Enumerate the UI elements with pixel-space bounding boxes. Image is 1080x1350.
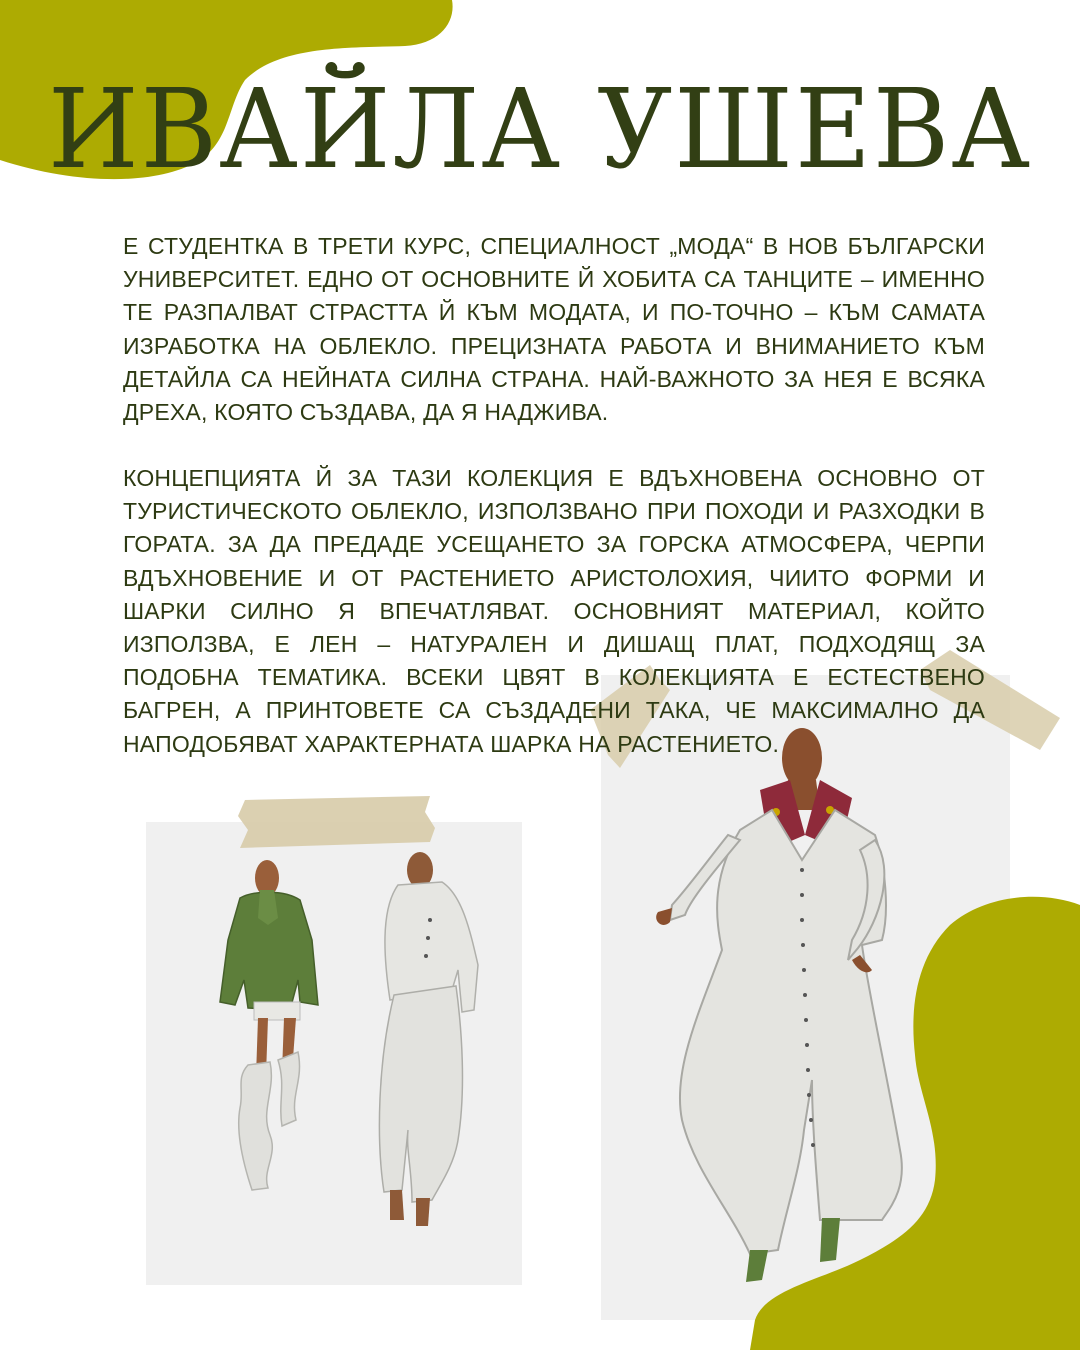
bottom-right-blob (740, 890, 1080, 1350)
page-title: ИВАЙЛА УШЕВА (47, 64, 1033, 194)
tape-left (238, 796, 435, 848)
bio-paragraph: Е СТУДЕНТКА В ТРЕТИ КУРС, СПЕЦИАЛНОСТ „МОДА“ В НОВ БЪЛГАРСКИ УНИВЕРСИТЕТ. ЕДНО ОТ ОСНОВНИТЕ Й ХОБИТА СА ТАНЦИТЕ – ИМЕННО ТЕ РАЗПАЛВАТ СТРАСТТА Й КЪМ МОДАТА, И ПО-ТОЧНО – КЪМ САМАТА ИЗРАБОТКА НА ОБЛЕКЛО. ПРЕЦИЗНАТА РАБОТА И ВНИМАНИЕТО КЪМ ДЕТАЙЛА СА НЕЙНАТА СИЛНА СТРАНА. НАЙ-ВАЖНОТО ЗА НЕЯ Е ВСЯКА ДРЕХА, КОЯТО СЪЗДАВА, ДА Я НАДЖИВА. (123, 233, 985, 426)
concept-paragraph: КОНЦЕПЦИЯТА Й ЗА ТАЗИ КОЛЕКЦИЯ Е ВДЪХНОВЕНА ОСНОВНО ОТ ТУРИСТИЧЕСКОТО ОБЛЕКЛО, ИЗПОЛЗВАНО ПРИ ПОХОДИ И РАЗХОДКИ В ГОРАТА. ЗА ДА ПРЕДАДЕ УСЕЩАНЕТО ЗА ГОРСКА АТМОСФЕРА, ЧЕРПИ ВДЪХНОВЕНИЕ И ОТ РАСТЕНИЕТО АРИСТОЛОХИЯ, ЧИИТО ФОРМИ И ШАРКИ СИЛНО Я ВПЕЧАТЛЯВАТ. ОСНОВНИЯТ МАТЕРИАЛ, КОЙТО ИЗПОЛЗВА, Е ЛЕН – НАТУРАЛЕН И ДИШАЩ ПЛАТ, ПОДХОДЯЩ ЗА ПОДОБНА ТЕМАТИКА. ВСЕКИ ЦВЯТ В КОЛЕКЦИЯТА Е ЕСТЕСТВЕНО БАГРЕН, А ПРИНТОВЕТЕ СА СЪЗДАДЕНИ ТАКА, ЧЕ МАКСИМАЛНО ДА НАПОДОБЯВАТ ХАРАКТЕРНАТА ШАРКА НА РАСТЕНИЕТО. (123, 465, 985, 757)
sketch-card-left (140, 790, 540, 1290)
